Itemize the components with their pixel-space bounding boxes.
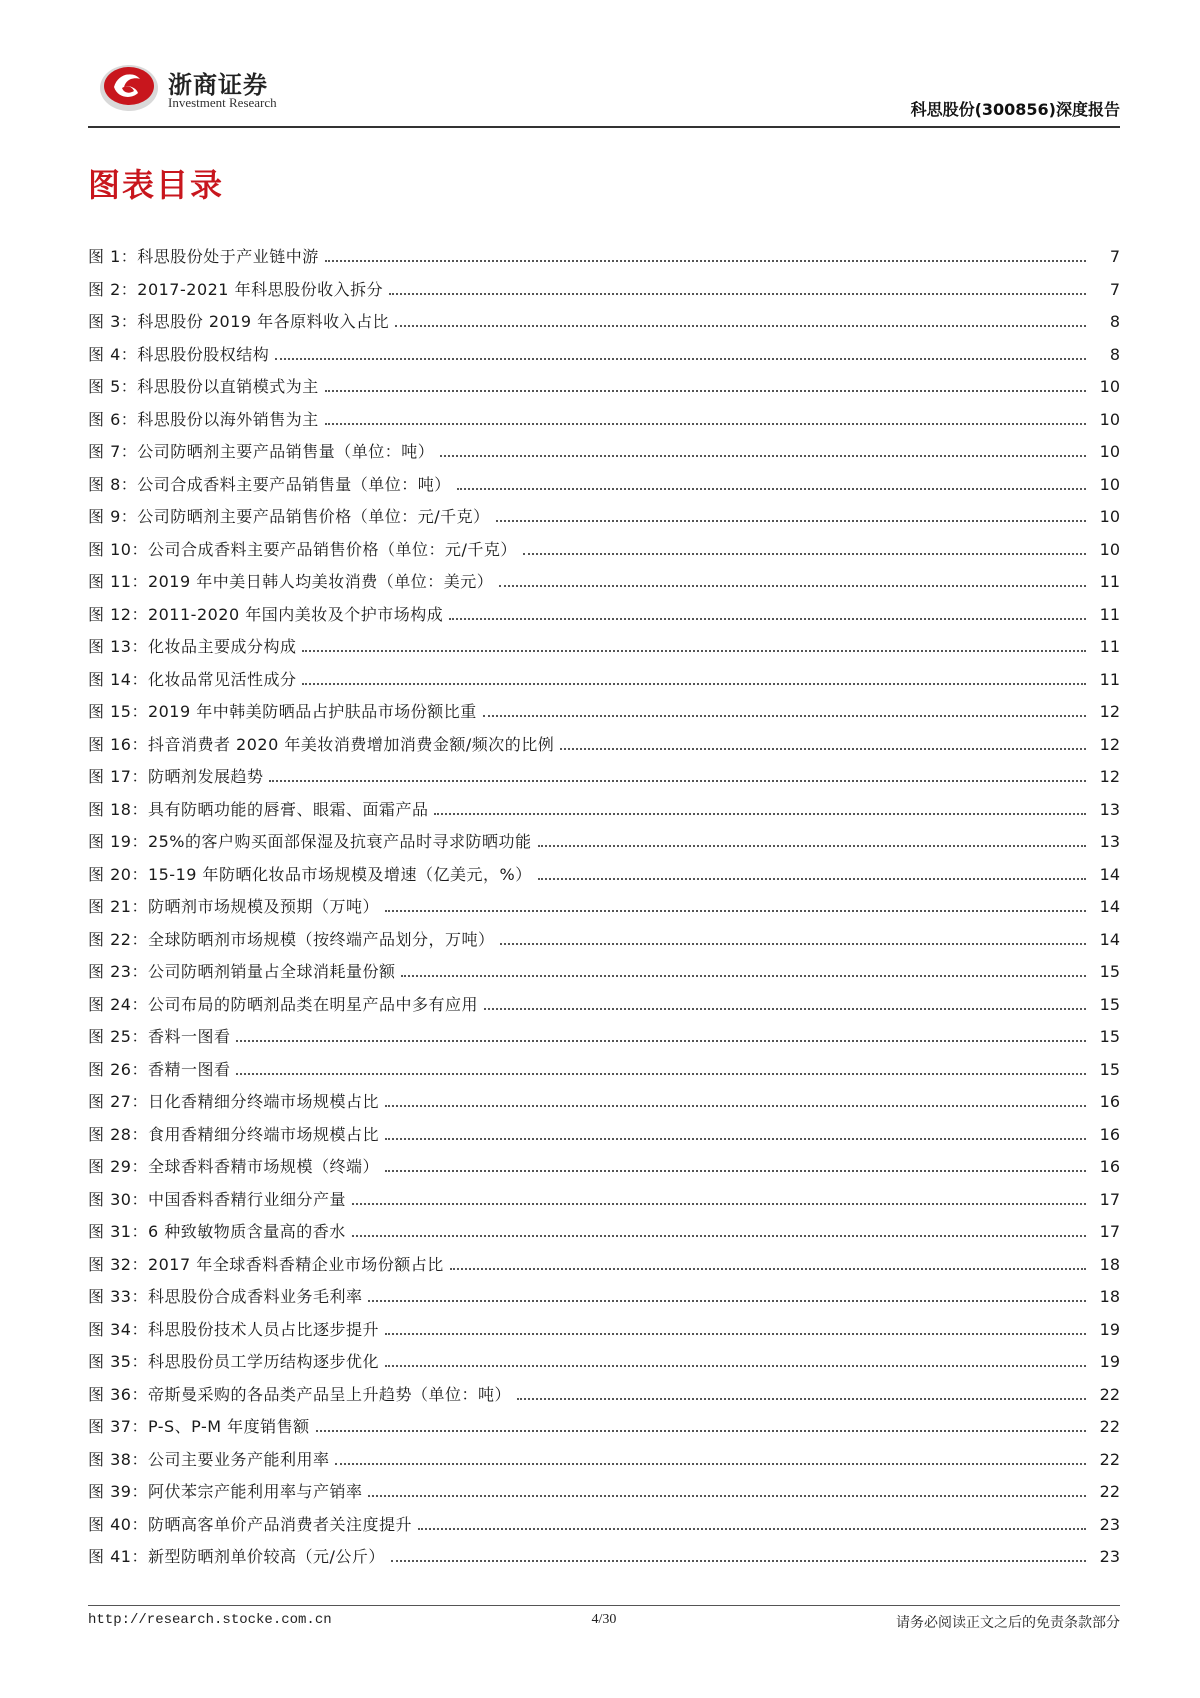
toc-entry-label: 图 16：抖音消费者 2020 年美妆消费增加消费金额/频次的比例 bbox=[88, 734, 555, 754]
toc-entry[interactable] bbox=[88, 507, 1120, 540]
footer-divider bbox=[88, 1605, 1120, 1606]
toc-dot-leader bbox=[500, 943, 1086, 945]
toc-dot-leader bbox=[434, 813, 1086, 815]
toc-entry-page: 15 bbox=[1099, 994, 1120, 1014]
company-logo-icon bbox=[98, 61, 160, 113]
toc-entry-label: 图 5：科思股份以直销模式为主 bbox=[88, 377, 319, 396]
toc-entry[interactable] bbox=[88, 1417, 1120, 1450]
toc-entry[interactable] bbox=[88, 1125, 1120, 1158]
toc-entry-page: 22 bbox=[1099, 1384, 1120, 1404]
toc-entry-label: 图 22：全球防晒剂市场规模（按终端产品划分，万吨） bbox=[88, 929, 495, 949]
toc-entry-page: 7 bbox=[1109, 279, 1120, 299]
toc-entry-page: 16 bbox=[1099, 1157, 1120, 1176]
toc-dot-leader bbox=[385, 1170, 1086, 1172]
toc-entry-label: 图 26：香精一图看 bbox=[88, 1059, 231, 1079]
toc-entry[interactable] bbox=[88, 1287, 1120, 1320]
toc-entry-label: 图 25：香料一图看 bbox=[88, 1027, 231, 1046]
toc-entry-page: 12 bbox=[1099, 734, 1120, 754]
toc-dot-leader bbox=[385, 910, 1086, 912]
report-title: 科思股份(300856)深度报告 bbox=[910, 100, 1120, 119]
toc-entry-label: 图 30：中国香料香精行业细分产量 bbox=[88, 1189, 346, 1209]
toc-entry-label: 图 17：防晒剂发展趋势 bbox=[88, 767, 264, 786]
toc-entry-page: 12 bbox=[1099, 767, 1120, 786]
toc-entry-label: 图 32：2017 年全球香料香精企业市场份额占比 bbox=[88, 1254, 444, 1274]
toc-entry[interactable] bbox=[88, 767, 1120, 800]
toc-entry[interactable] bbox=[88, 1027, 1120, 1060]
toc-entry[interactable] bbox=[88, 1190, 1120, 1223]
toc-entry[interactable] bbox=[88, 930, 1120, 963]
toc-entry[interactable] bbox=[88, 280, 1120, 313]
toc-dot-leader bbox=[449, 618, 1086, 620]
toc-entry-label: 图 13：化妆品主要成分构成 bbox=[88, 637, 297, 656]
toc-entry-page: 12 bbox=[1099, 702, 1120, 721]
toc-dot-leader bbox=[335, 1463, 1086, 1465]
toc-entry[interactable] bbox=[88, 312, 1120, 345]
footer-disclaimer: 请务必阅读正文之后的免责条款部分 bbox=[896, 1615, 1120, 1631]
toc-dot-leader bbox=[391, 1560, 1086, 1562]
toc-entry[interactable] bbox=[88, 1255, 1120, 1288]
toc-entry-label: 图 33：科思股份合成香料业务毛利率 bbox=[88, 1287, 363, 1306]
toc-dot-leader bbox=[385, 1138, 1086, 1140]
toc-entry[interactable] bbox=[88, 995, 1120, 1028]
toc-dot-leader bbox=[352, 1235, 1086, 1237]
toc-entry-label: 图 14：化妆品常见活性成分 bbox=[88, 669, 297, 689]
toc-dot-leader bbox=[401, 975, 1086, 977]
toc-dot-leader bbox=[538, 845, 1086, 847]
toc-entry-page: 15 bbox=[1099, 1059, 1120, 1079]
toc-entry[interactable] bbox=[88, 475, 1120, 508]
toc-entry[interactable] bbox=[88, 1450, 1120, 1483]
toc-entry-page: 17 bbox=[1099, 1189, 1120, 1209]
toc-entry[interactable] bbox=[88, 1060, 1120, 1093]
toc-entry-label: 图 18：具有防晒功能的唇膏、眼霜、面霜产品 bbox=[88, 799, 429, 819]
toc-entry-page: 19 bbox=[1099, 1352, 1120, 1371]
toc-entry-label: 图 35：科思股份员工学历结构逐步优化 bbox=[88, 1352, 379, 1371]
toc-dot-leader bbox=[538, 878, 1086, 880]
toc-dot-leader bbox=[368, 1495, 1086, 1497]
toc-entry-page: 10 bbox=[1099, 474, 1120, 494]
toc-dot-leader bbox=[457, 488, 1086, 490]
toc-entry-label: 图 29：全球香料香精市场规模（终端） bbox=[88, 1157, 379, 1176]
toc-entry-page: 16 bbox=[1099, 1092, 1120, 1111]
toc-dot-leader bbox=[523, 553, 1086, 555]
toc-dot-leader bbox=[484, 1008, 1086, 1010]
toc-dot-leader bbox=[389, 293, 1086, 295]
toc-entry-label: 图 37：P-S、P-M 年度销售额 bbox=[88, 1417, 310, 1436]
toc-entry-page: 11 bbox=[1099, 572, 1120, 591]
toc-entry[interactable] bbox=[88, 1092, 1120, 1125]
toc-entry-label: 图 11：2019 年中美日韩人均美妆消费（单位：美元） bbox=[88, 572, 494, 591]
toc-dot-leader bbox=[483, 715, 1086, 717]
toc-entry-label: 图 3：科思股份 2019 年各原料收入占比 bbox=[88, 312, 390, 331]
toc-entry-label: 图 41：新型防晒剂单价较高（元/公斤） bbox=[88, 1547, 385, 1566]
brand-name-en: Investment Research bbox=[168, 95, 277, 110]
toc-entry-label: 图 7：公司防晒剂主要产品销售量（单位：吨） bbox=[88, 442, 435, 461]
toc-dot-leader bbox=[440, 455, 1086, 457]
toc-entry-page: 15 bbox=[1099, 962, 1120, 981]
toc-dot-leader bbox=[325, 423, 1086, 425]
toc-entry-page: 7 bbox=[1109, 247, 1120, 266]
toc-dot-leader bbox=[395, 325, 1086, 327]
toc-entry[interactable] bbox=[88, 962, 1120, 995]
toc-entry-page: 11 bbox=[1099, 637, 1120, 656]
toc-entry-label: 图 4：科思股份股权结构 bbox=[88, 344, 270, 364]
page-footer bbox=[88, 1612, 1120, 1636]
header-divider bbox=[88, 126, 1120, 128]
toc-entry-page: 11 bbox=[1099, 604, 1120, 624]
toc-entry-label: 图 15：2019 年中韩美防晒品占护肤品市场份额比重 bbox=[88, 702, 477, 721]
toc-entry[interactable] bbox=[88, 1222, 1120, 1255]
figure-list bbox=[88, 247, 1120, 1580]
toc-entry-page: 15 bbox=[1099, 1027, 1120, 1046]
toc-entry[interactable] bbox=[88, 800, 1120, 833]
toc-entry-label: 图 36：帝斯曼采购的各品类产品呈上升趋势（单位：吨） bbox=[88, 1384, 511, 1404]
toc-entry-label: 图 27：日化香精细分终端市场规模占比 bbox=[88, 1092, 379, 1111]
toc-entry[interactable] bbox=[88, 540, 1120, 573]
toc-entry-page: 14 bbox=[1099, 864, 1120, 884]
toc-entry-page: 22 bbox=[1099, 1417, 1120, 1436]
toc-entry[interactable] bbox=[88, 1482, 1120, 1515]
toc-entry-label: 图 6：科思股份以海外销售为主 bbox=[88, 409, 319, 429]
toc-entry[interactable] bbox=[88, 735, 1120, 768]
toc-entry-page: 23 bbox=[1099, 1514, 1120, 1534]
toc-entry[interactable] bbox=[88, 1352, 1120, 1385]
toc-entry-page: 10 bbox=[1099, 409, 1120, 429]
toc-dot-leader bbox=[236, 1040, 1086, 1042]
toc-dot-leader bbox=[418, 1528, 1086, 1530]
toc-entry-page: 10 bbox=[1099, 377, 1120, 396]
toc-entry[interactable] bbox=[88, 345, 1120, 378]
toc-dot-leader bbox=[385, 1365, 1086, 1367]
toc-entry-label: 图 9：公司防晒剂主要产品销售价格（单位：元/千克） bbox=[88, 507, 490, 526]
toc-entry-page: 22 bbox=[1099, 1449, 1120, 1469]
toc-dot-leader bbox=[302, 650, 1086, 652]
toc-entry[interactable] bbox=[88, 572, 1120, 605]
toc-entry-label: 图 23：公司防晒剂销量占全球消耗量份额 bbox=[88, 962, 396, 981]
toc-entry-label: 图 12：2011-2020 年国内美妆及个护市场构成 bbox=[88, 604, 444, 624]
toc-entry-page: 13 bbox=[1099, 832, 1120, 851]
toc-entry[interactable] bbox=[88, 1515, 1120, 1548]
toc-entry[interactable] bbox=[88, 637, 1120, 670]
toc-entry-label: 图 10：公司合成香料主要产品销售价格（单位：元/千克） bbox=[88, 539, 517, 559]
toc-entry-page: 8 bbox=[1109, 312, 1120, 331]
toc-dot-leader bbox=[560, 748, 1086, 750]
toc-dot-leader bbox=[499, 585, 1086, 587]
footer-url-link[interactable]: http://research.stocke.com.cn bbox=[88, 1612, 332, 1628]
toc-entry[interactable] bbox=[88, 897, 1120, 930]
toc-entry-label: 图 20：15-19 年防晒化妆品市场规模及增速（亿美元，%） bbox=[88, 864, 532, 884]
toc-entry-page: 11 bbox=[1099, 669, 1120, 689]
toc-entry-page: 23 bbox=[1099, 1547, 1120, 1566]
toc-entry-page: 14 bbox=[1099, 929, 1120, 949]
toc-entry-page: 10 bbox=[1099, 507, 1120, 526]
toc-dot-leader bbox=[302, 683, 1086, 685]
page-title: 图表目录 bbox=[88, 166, 225, 204]
toc-entry[interactable] bbox=[88, 1157, 1120, 1190]
toc-entry-label: 图 40：防晒高客单价产品消费者关注度提升 bbox=[88, 1514, 412, 1534]
toc-entry[interactable] bbox=[88, 247, 1120, 280]
brand-name-cn: 浙商证券 bbox=[168, 71, 268, 99]
toc-entry[interactable] bbox=[88, 702, 1120, 735]
toc-entry-page: 22 bbox=[1099, 1482, 1120, 1501]
toc-dot-leader bbox=[450, 1268, 1086, 1270]
toc-dot-leader bbox=[275, 358, 1086, 360]
toc-entry-label: 图 28：食用香精细分终端市场规模占比 bbox=[88, 1124, 379, 1144]
toc-entry[interactable] bbox=[88, 670, 1120, 703]
toc-entry-label: 图 8：公司合成香料主要产品销售量（单位：吨） bbox=[88, 474, 451, 494]
toc-entry-label: 图 39：阿伏苯宗产能利用率与产销率 bbox=[88, 1482, 363, 1501]
toc-entry-page: 16 bbox=[1099, 1124, 1120, 1144]
toc-dot-leader bbox=[325, 260, 1086, 262]
toc-entry-label: 图 2：2017-2021 年科思股份收入拆分 bbox=[88, 279, 384, 299]
toc-entry-page: 13 bbox=[1099, 799, 1120, 819]
toc-dot-leader bbox=[236, 1073, 1086, 1075]
toc-entry[interactable] bbox=[88, 377, 1120, 410]
toc-entry-page: 19 bbox=[1099, 1319, 1120, 1339]
toc-entry-page: 8 bbox=[1109, 344, 1120, 364]
toc-dot-leader bbox=[496, 520, 1086, 522]
toc-entry-page: 14 bbox=[1099, 897, 1120, 916]
toc-dot-leader bbox=[352, 1203, 1086, 1205]
toc-entry-label: 图 31：6 种致敏物质含量高的香水 bbox=[88, 1222, 346, 1241]
toc-entry-label: 图 21：防晒剂市场规模及预期（万吨） bbox=[88, 897, 379, 916]
toc-dot-leader bbox=[269, 780, 1086, 782]
toc-entry[interactable] bbox=[88, 865, 1120, 898]
toc-entry-page: 18 bbox=[1099, 1254, 1120, 1274]
toc-entry[interactable] bbox=[88, 605, 1120, 638]
toc-entry[interactable] bbox=[88, 442, 1120, 475]
toc-entry-page: 18 bbox=[1099, 1287, 1120, 1306]
toc-entry[interactable] bbox=[88, 1547, 1120, 1580]
toc-dot-leader bbox=[517, 1398, 1086, 1400]
toc-dot-leader bbox=[325, 390, 1086, 392]
toc-entry-label: 图 34：科思股份技术人员占比逐步提升 bbox=[88, 1319, 379, 1339]
toc-entry-page: 10 bbox=[1099, 539, 1120, 559]
page-number: 4/30 bbox=[591, 1612, 617, 1627]
toc-dot-leader bbox=[316, 1430, 1086, 1432]
toc-dot-leader bbox=[385, 1105, 1086, 1107]
toc-entry[interactable] bbox=[88, 1320, 1120, 1353]
toc-entry[interactable] bbox=[88, 410, 1120, 443]
toc-entry-label: 图 1：科思股份处于产业链中游 bbox=[88, 247, 319, 266]
toc-entry-label: 图 24：公司布局的防晒剂品类在明星产品中多有应用 bbox=[88, 994, 478, 1014]
page-header bbox=[88, 55, 1120, 127]
toc-entry-page: 10 bbox=[1099, 442, 1120, 461]
toc-entry[interactable] bbox=[88, 832, 1120, 865]
toc-dot-leader bbox=[368, 1300, 1086, 1302]
toc-entry-label: 图 19：25%的客户购买面部保湿及抗衰产品时寻求防晒功能 bbox=[88, 832, 532, 851]
toc-entry-label: 图 38：公司主要业务产能利用率 bbox=[88, 1449, 330, 1469]
toc-dot-leader bbox=[385, 1333, 1086, 1335]
toc-entry[interactable] bbox=[88, 1385, 1120, 1418]
toc-entry-page: 17 bbox=[1099, 1222, 1120, 1241]
